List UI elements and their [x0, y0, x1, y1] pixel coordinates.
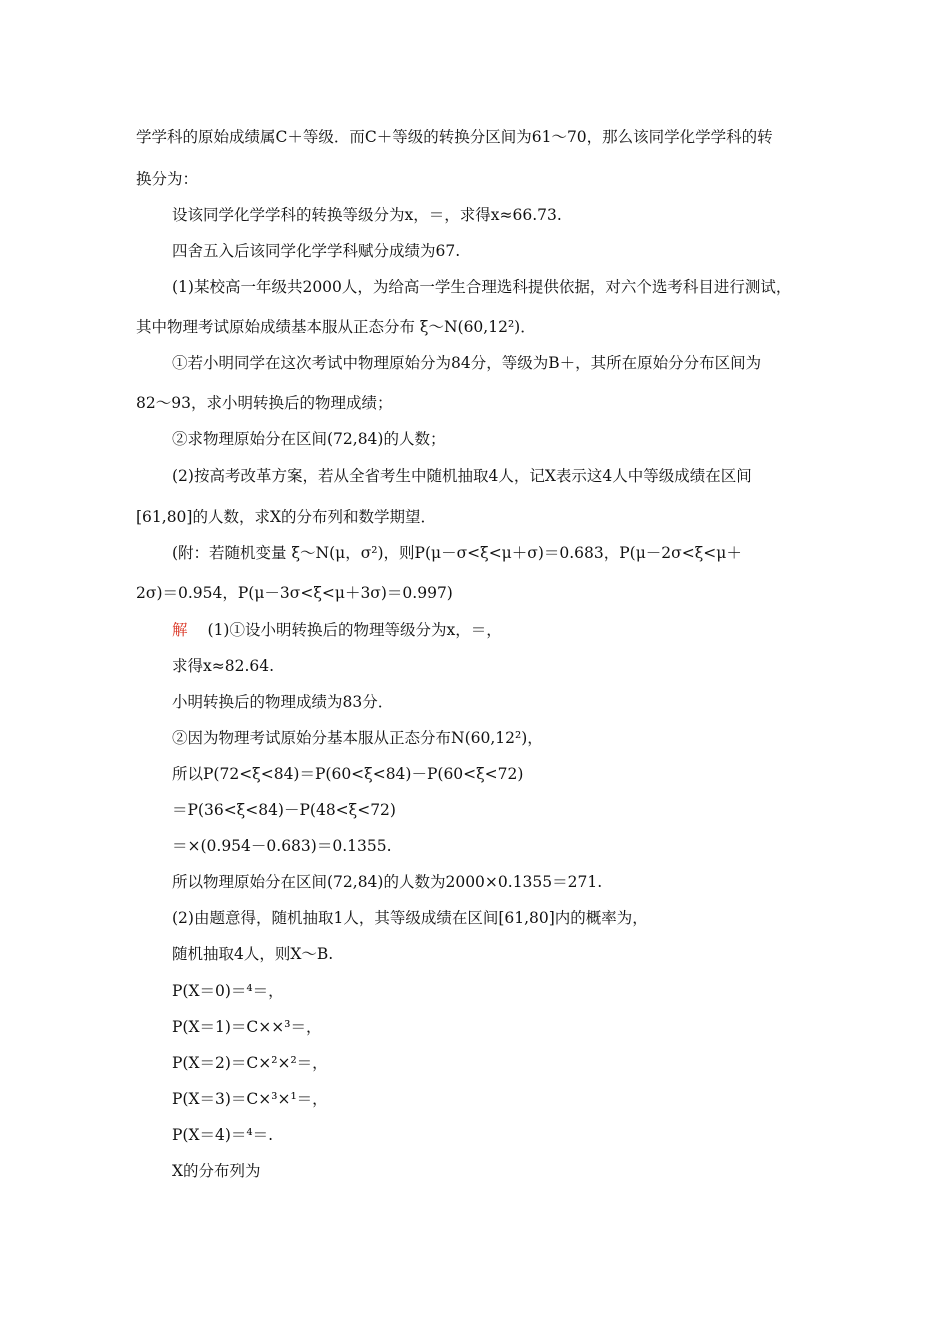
text-line: P(X＝2)＝C×²×²＝，	[172, 1054, 328, 1072]
text-line: [61,80]的人数，求X的分布列和数学期望．	[136, 508, 437, 526]
text-line: 82～93，求小明转换后的物理成绩；	[136, 394, 393, 412]
text-line: 设该同学化学学科的转换等级分为x，＝，求得x≈66.73.	[172, 206, 562, 224]
text-line: 学学科的原始成绩属C＋等级．而C＋等级的转换分区间为61～70，那么该同学化学学科的转	[136, 128, 773, 146]
text-line: P(X＝1)＝C××³＝，	[172, 1018, 322, 1036]
text-line: ①若小明同学在这次考试中物理原始分为84分，等级为B＋，其所在原始分分布区间为	[172, 354, 762, 372]
text-line: (附：若随机变量 ξ～N(μ，σ²)，则P(μ－σ<ξ<μ＋σ)＝0.683，P(μ－2σ<ξ<μ＋	[172, 544, 742, 562]
text-line: 换分为：	[136, 170, 199, 188]
text-line: (1)①设小明转换后的物理等级分为x，＝，	[207, 621, 502, 639]
text-line: P(X＝3)＝C×³×¹＝，	[172, 1090, 328, 1108]
text-line: 所以物理原始分在区间(72,84)的人数为2000×0.1355＝271.	[172, 873, 603, 891]
text-line: 其中物理考试原始成绩基本服从正态分布 ξ～N(60,12²)．	[136, 318, 536, 336]
text-line: 四舍五入后该同学化学学科赋分成绩为67.	[172, 242, 461, 260]
text-line: (2)由题意得，随机抽取1人，其等级成绩在区间[61,80]内的概率为，	[172, 909, 648, 927]
text-line: X的分布列为	[172, 1162, 261, 1180]
text-line: 所以P(72<ξ<84)＝P(60<ξ<84)－P(60<ξ<72)	[172, 765, 524, 783]
text-line: 2σ)＝0.954，P(μ－3σ<ξ<μ＋3σ)＝0.997)	[136, 584, 453, 602]
text-line: P(X＝0)＝⁴＝，	[172, 982, 284, 1000]
text-line: ②求物理原始分在区间(72,84)的人数；	[172, 430, 446, 448]
text-line: 求得x≈82.64.	[172, 657, 275, 675]
text-line: (1)某校高一年级共2000人，为给高一学生合理选科提供依据，对六个选考科目进行测试，	[172, 278, 792, 296]
text-line: 小明转换后的物理成绩为83分．	[172, 693, 394, 711]
text-line: ②因为物理考试原始分基本服从正态分布N(60,12²)，	[172, 729, 543, 747]
solution-line	[172, 619, 502, 641]
text-line: P(X＝4)＝⁴＝.	[172, 1126, 274, 1144]
solution-label: 解	[172, 621, 188, 639]
text-line: (2)按高考改革方案，若从全省考生中随机抽取4人，记X表示这4人中等级成绩在区间	[172, 467, 752, 485]
text-line: ＝×(0.954－0.683)＝0.1355.	[172, 837, 392, 855]
text-line: 随机抽取4人，则X～B.	[172, 945, 334, 963]
text-line: ＝P(36<ξ<84)－P(48<ξ<72)	[172, 801, 396, 819]
